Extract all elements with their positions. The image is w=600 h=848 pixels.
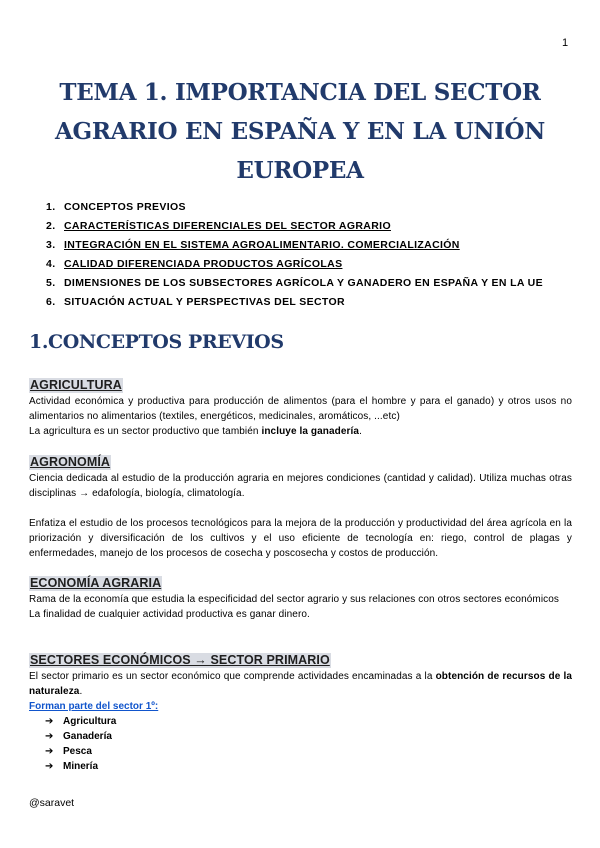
toc-number: 6. bbox=[46, 296, 56, 308]
agricultura-heading: AGRICULTURA bbox=[30, 378, 122, 392]
toc-text: CONCEPTOS PREVIOS bbox=[64, 201, 186, 213]
toc-number: 5. bbox=[46, 277, 56, 289]
toc-number: 3. bbox=[46, 239, 56, 251]
toc-text: SITUACIÓN ACTUAL Y PERSPECTIVAS DEL SECTOR bbox=[64, 296, 345, 308]
arrow-icon: ➔ bbox=[45, 761, 54, 772]
sectores-definition: El sector primario es un sector económico que comprende actividades encaminadas a la obtención de recursos de la naturaleza. bbox=[29, 671, 572, 697]
section-heading: 1.CONCEPTOS PREVIOS bbox=[29, 331, 284, 353]
toc-item[interactable] bbox=[46, 236, 543, 255]
title-line-2: AGRARIO EN ESPAÑA Y EN LA UNIÓN bbox=[54, 118, 546, 145]
agronomia-heading: AGRONOMÍA bbox=[30, 455, 111, 469]
toc-item bbox=[46, 198, 543, 217]
sector-primario-link[interactable]: Forman parte del sector 1º: bbox=[29, 701, 159, 712]
agronomia-detail: Enfatiza el estudio de los procesos tecnológicos para la mejora de la producción y productividad del área agrícola en la priorización y diversificación de los cultivos y el uso eficiente de tecnología en: riego, control de plagas y enfermedades, manejo de los procesos de cosecha y poscosecha y costos de producción. bbox=[29, 518, 572, 559]
economia-note: La finalidad de cualquier actividad productiva es ganar dinero. bbox=[29, 609, 310, 620]
agronomia-definition: Ciencia dedicada al estudio de la producción agraria en mejores condiciones (cantidad y calidad). Utiliza muchas otras disciplinas → edafología, biología, climatología. bbox=[29, 473, 572, 499]
toc-item[interactable] bbox=[46, 255, 543, 274]
sectores-emphasis: obtención de recursos de la naturaleza bbox=[29, 671, 572, 697]
toc-link[interactable]: CALIDAD DIFERENCIADA PRODUCTOS AGRÍCOLAS bbox=[64, 258, 343, 270]
sector-primario-list bbox=[29, 714, 572, 774]
title-line-3: EUROPEA bbox=[236, 157, 364, 184]
toc-item bbox=[46, 293, 543, 312]
arrow-icon: ➔ bbox=[45, 716, 54, 727]
agricultura-definition: Actividad económica y productiva para producción de alimentos (para el hombre y para el ganado) y otros usos no alimentarios no alimentarios (textiles, energéticos, medicinales, aromáticos, ...etc) bbox=[29, 396, 572, 422]
agricultura-note: La agricultura es un sector productivo que también incluye la ganadería. bbox=[29, 426, 362, 437]
economia-heading: ECONOMÍA AGRARIA bbox=[30, 576, 162, 590]
page-title bbox=[30, 73, 570, 190]
page-number: 1 bbox=[562, 37, 569, 49]
agricultura-section bbox=[29, 376, 572, 439]
list-item: ➔ Ganadería bbox=[45, 731, 112, 742]
sectores-section bbox=[29, 651, 572, 774]
list-item: ➔ Agricultura bbox=[45, 716, 117, 727]
arrow-icon: ➔ bbox=[45, 746, 54, 757]
title-line-1: TEMA 1. IMPORTANCIA DEL SECTOR bbox=[59, 79, 541, 106]
list-item: ➔ Pesca bbox=[45, 746, 92, 757]
toc-link[interactable]: INTEGRACIÓN EN EL SISTEMA AGROALIMENTARIO. COMERCIALIZACIÓN bbox=[64, 239, 460, 251]
arrow-icon: ➔ bbox=[45, 731, 54, 742]
toc-number: 2. bbox=[46, 220, 56, 232]
agricultura-emphasis: incluye la ganadería bbox=[261, 426, 360, 437]
toc-number: 1. bbox=[46, 201, 56, 213]
toc-number: 4. bbox=[46, 258, 56, 270]
economia-definition: Rama de la economía que estudia la especificidad del sector agrario y sus relaciones con otros sectores económicos bbox=[29, 594, 560, 605]
toc-item[interactable] bbox=[46, 217, 543, 236]
toc-text: DIMENSIONES DE LOS SUBSECTORES AGRÍCOLA Y GANADERO EN ESPAÑA Y EN LA UE bbox=[64, 277, 543, 289]
toc-item bbox=[46, 274, 543, 293]
toc-link[interactable]: CARACTERÍSTICAS DIFERENCIALES DEL SECTOR AGRARIO bbox=[64, 220, 391, 232]
sectores-heading: SECTORES ECONÓMICOS → SECTOR PRIMARIO bbox=[30, 653, 330, 667]
agronomia-section bbox=[29, 453, 572, 561]
footer-author: @saravet bbox=[29, 797, 75, 809]
table-of-contents bbox=[46, 198, 543, 312]
economia-section bbox=[29, 574, 572, 622]
list-item: ➔ Minería bbox=[45, 761, 99, 772]
